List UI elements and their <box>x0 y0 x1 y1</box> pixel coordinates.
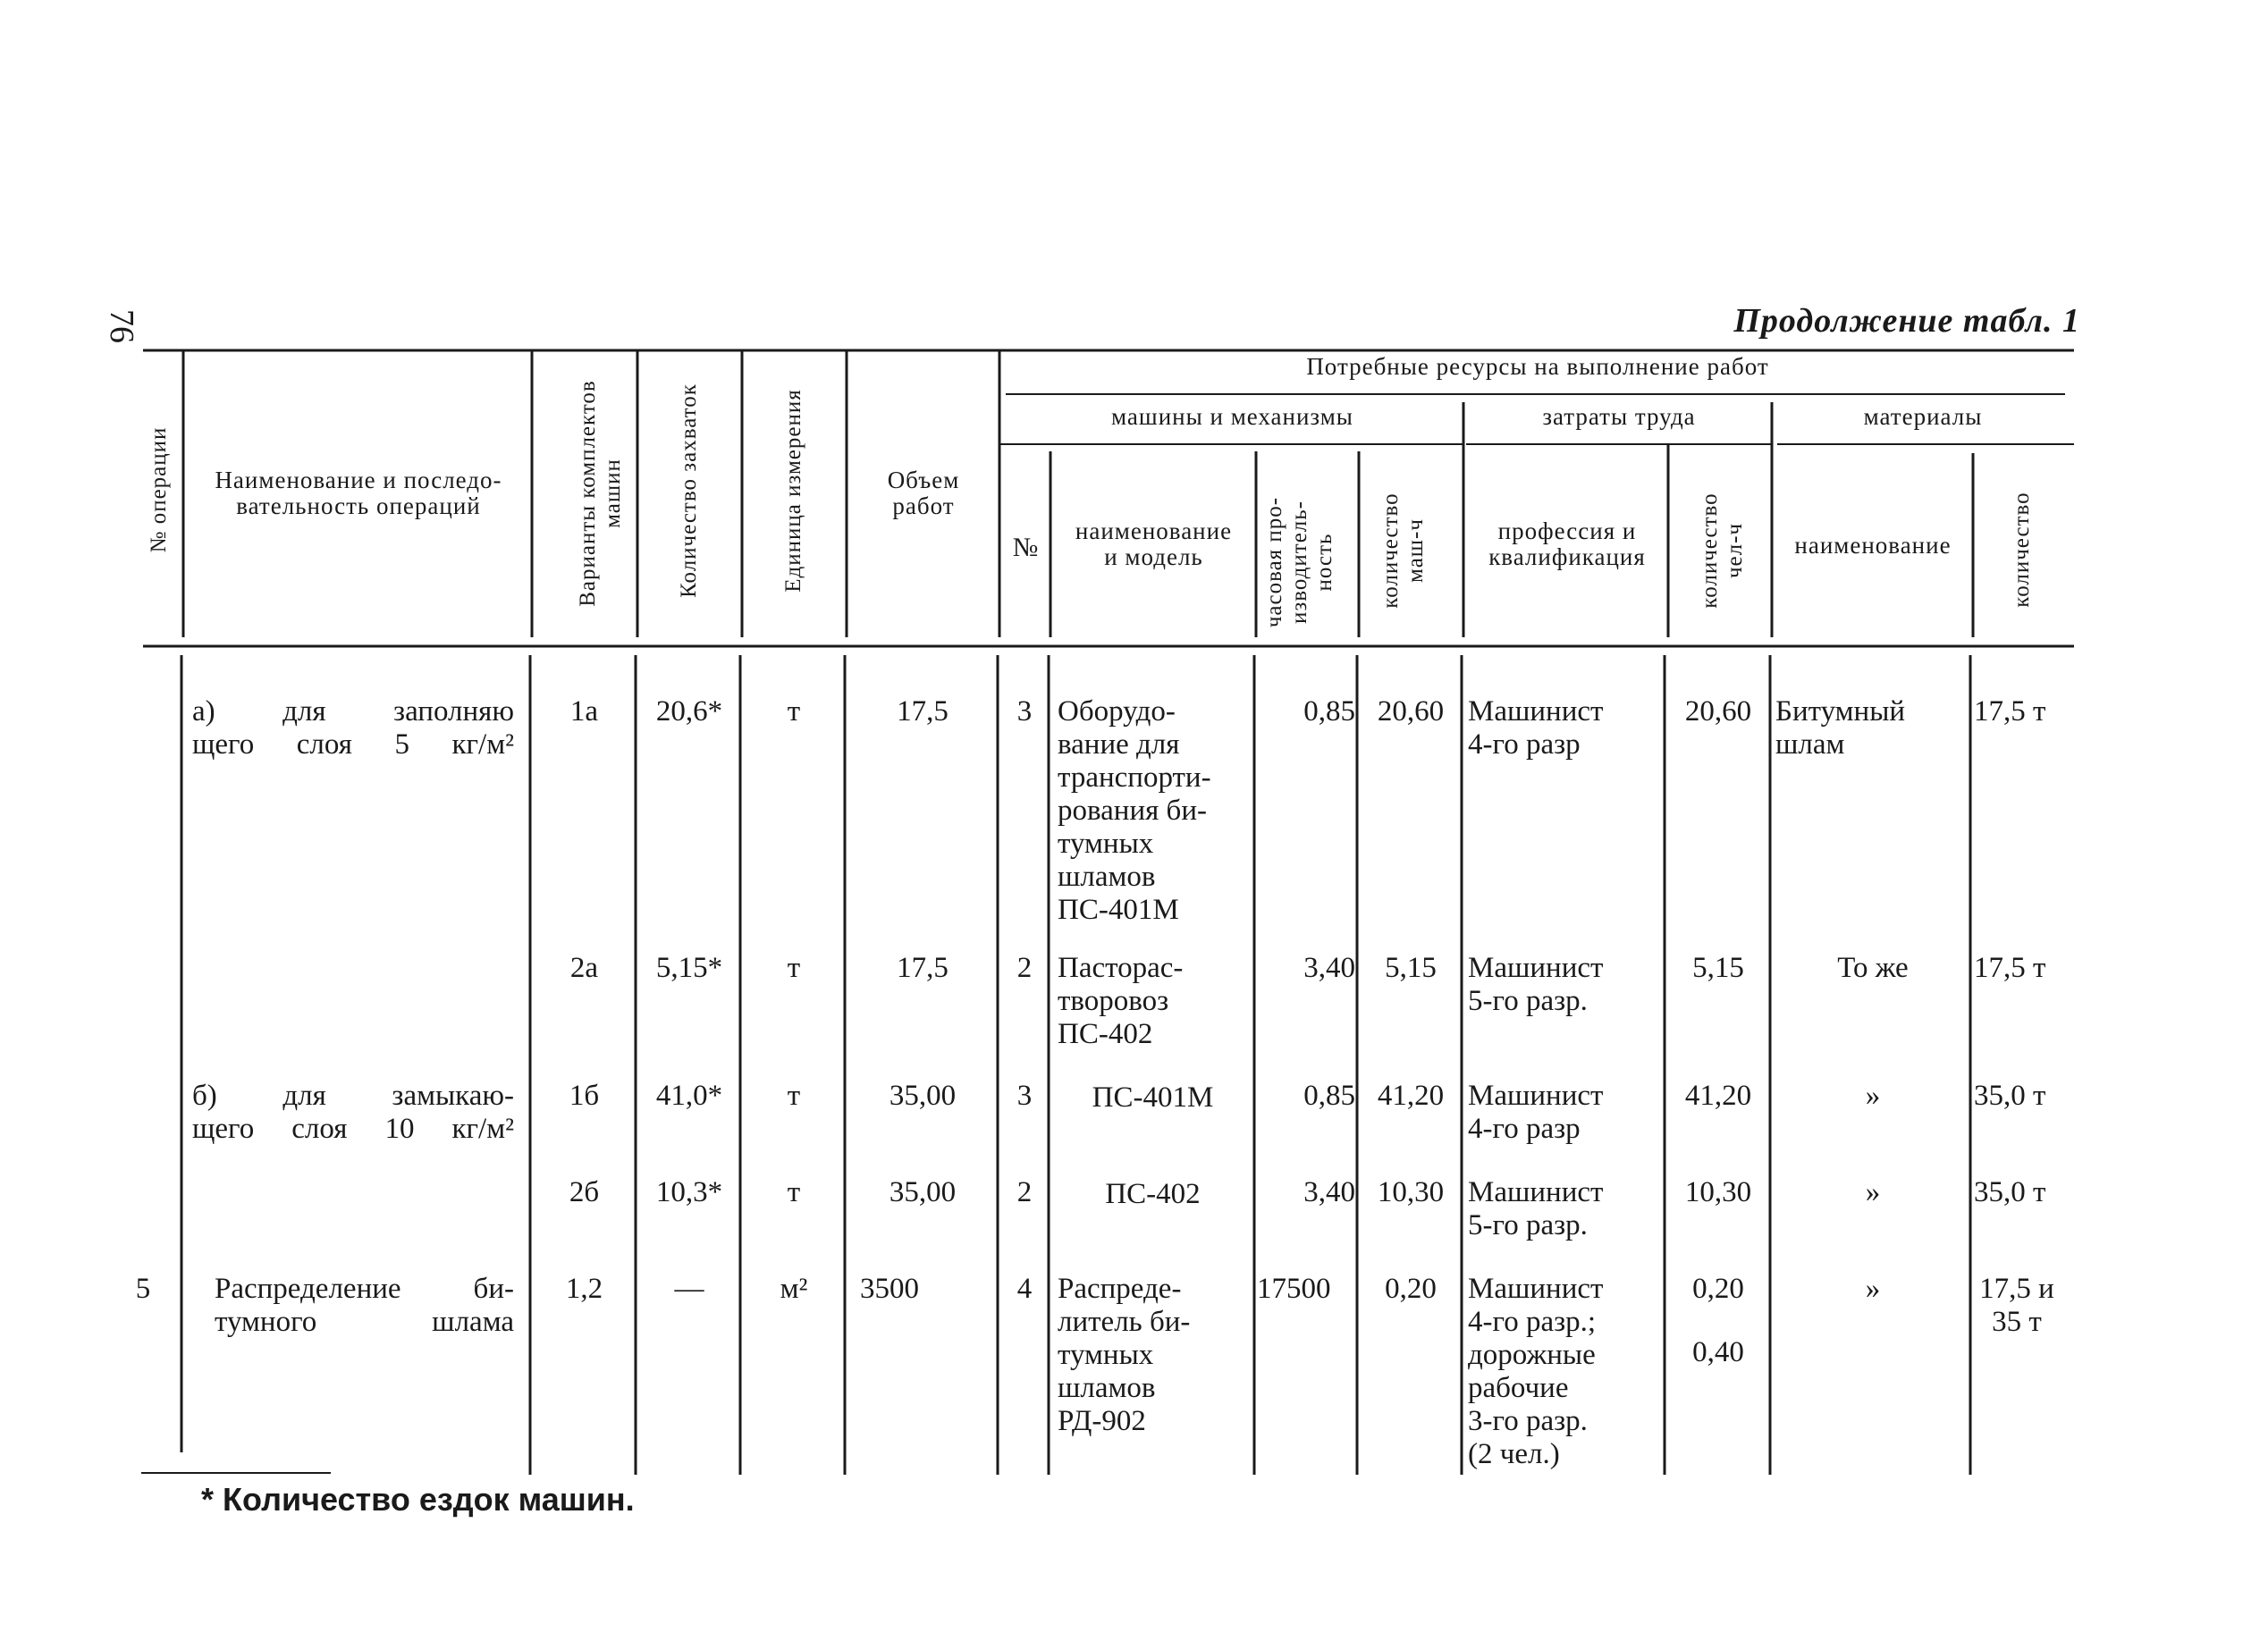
header-machine-hours: количество маш-ч <box>1379 492 1428 609</box>
row-3-operation-name: б) для замыкаю- щего слоя 10 кг/м² <box>192 1080 514 1145</box>
header-machine-name: наименование и модель <box>1075 517 1233 570</box>
row-4-variant: 2б <box>569 1176 600 1208</box>
header-grips-count: Количество захваток <box>677 383 701 598</box>
row-1-machine-name: Оборудо- вание для транспорти- рования би- тумных шламов ПС-401М <box>1058 695 1211 926</box>
row-4-machine-name: ПС-402 <box>1105 1178 1201 1210</box>
row-3-machine-name: ПС-401М <box>1092 1081 1214 1114</box>
row-3-machine-hours: 41,20 <box>1377 1080 1445 1112</box>
row-5-grips: — <box>674 1273 704 1305</box>
row-5-operation-number: 5 <box>135 1273 151 1305</box>
row-5-profession: Машинист 4-го разр.; дорожные рабочие 3-го разр. (2 чел.) <box>1468 1273 1604 1470</box>
row-3-profession: Машинист 4-го разр <box>1468 1080 1604 1145</box>
row-2-grips: 5,15* <box>655 952 723 984</box>
row-3-unit: т <box>787 1080 801 1112</box>
header-machines-group: машины и механизмы <box>1111 403 1353 430</box>
row-4-profession: Машинист 5-го разр. <box>1468 1176 1604 1241</box>
row-5-material-quantity: 17,5 и 35 т <box>1979 1273 2054 1338</box>
header-operation-number: № операции <box>147 426 171 553</box>
row-2-unit: т <box>787 952 801 984</box>
row-5-volume: 3500 <box>860 1273 919 1305</box>
row-2-man-hours: 5,15 <box>1692 952 1744 984</box>
row-5-unit: м² <box>780 1273 808 1305</box>
row-1-unit: т <box>787 695 801 728</box>
row-2-material-quantity: 17,5 т <box>1974 952 2046 984</box>
row-3-material-name: » <box>1865 1080 1881 1112</box>
row-2-profession: Машинист 5-го разр. <box>1468 952 1604 1017</box>
header-volume: Объем работ <box>887 467 960 519</box>
row-1-machine-hours: 20,60 <box>1377 695 1445 728</box>
row-5-man-hours-second: 0,40 <box>1692 1336 1744 1368</box>
row-2-variant: 2а <box>569 952 599 984</box>
header-material-name: наименование <box>1794 532 1952 559</box>
header-profession: профессия и квалификация <box>1488 517 1646 570</box>
row-2-machine-name: Пасторас- творовоз ПС-402 <box>1058 952 1184 1050</box>
table-continuation-label: Продолжение табл. 1 <box>1733 302 2080 340</box>
row-4-hourly-output: 3,40 <box>1303 1176 1355 1208</box>
header-machine-variants: Варианты комплектов машин <box>576 380 625 607</box>
row-5-machine-hours: 0,20 <box>1385 1273 1437 1305</box>
page-number: 76 <box>103 309 140 343</box>
row-1-hourly-output: 0,85 <box>1303 695 1355 728</box>
row-5-operation-name: Распределение би- тумного шлама <box>215 1273 514 1338</box>
row-2-machine-number: 2 <box>1016 952 1033 984</box>
row-5-variant: 1,2 <box>565 1273 603 1305</box>
header-labor-group: затраты труда <box>1542 403 1696 430</box>
row-3-variant: 1б <box>569 1080 600 1112</box>
row-2-hourly-output: 3,40 <box>1303 952 1355 984</box>
row-3-material-quantity: 35,0 т <box>1974 1080 2046 1112</box>
row-3-machine-number: 3 <box>1016 1080 1033 1112</box>
row-4-machine-hours: 10,30 <box>1377 1176 1445 1208</box>
row-4-machine-number: 2 <box>1016 1176 1033 1208</box>
row-4-man-hours: 10,30 <box>1684 1176 1752 1208</box>
row-1-operation-name: а) для заполняю щего слоя 5 кг/м² <box>192 695 514 761</box>
header-operation-name: Наименование и последо- вательность операций <box>215 467 502 519</box>
row-1-material-name: Битумный шлам <box>1775 695 1906 761</box>
row-1-profession: Машинист 4-го разр <box>1468 695 1604 761</box>
row-4-unit: т <box>787 1176 801 1208</box>
row-5-material-name: » <box>1865 1273 1881 1305</box>
row-1-man-hours: 20,60 <box>1684 695 1752 728</box>
row-4-grips: 10,3* <box>655 1176 723 1208</box>
row-4-volume: 35,00 <box>889 1176 957 1208</box>
row-1-machine-number: 3 <box>1016 695 1033 728</box>
row-1-grips: 20,6* <box>655 695 723 728</box>
row-2-volume: 17,5 <box>897 952 949 984</box>
row-3-grips: 41,0* <box>655 1080 723 1112</box>
row-1-variant: 1а <box>569 695 599 728</box>
row-5-hourly-output: 17500 <box>1257 1273 1331 1305</box>
header-materials-group: материалы <box>1863 403 1983 430</box>
row-1-material-quantity: 17,5 т <box>1974 695 2046 728</box>
row-3-man-hours: 41,20 <box>1684 1080 1752 1112</box>
row-2-machine-hours: 5,15 <box>1385 952 1437 984</box>
header-resources: Потребные ресурсы на выполнение работ <box>1306 353 1769 380</box>
row-5-man-hours: 0,20 <box>1692 1273 1744 1305</box>
row-5-machine-name: Распреде- литель би- тумных шламов РД-902 <box>1058 1273 1191 1437</box>
header-unit: Единица измерения <box>781 389 805 593</box>
row-1-volume: 17,5 <box>897 695 949 728</box>
header-hourly-output: часовая про- изводитель- ность <box>1262 496 1336 628</box>
row-3-volume: 35,00 <box>889 1080 957 1112</box>
header-machine-number: № <box>1012 533 1040 562</box>
row-2-material-name: То же <box>1837 952 1909 984</box>
row-3-hourly-output: 0,85 <box>1303 1080 1355 1112</box>
row-4-material-name: » <box>1865 1176 1881 1208</box>
row-4-material-quantity: 35,0 т <box>1974 1176 2046 1208</box>
header-man-hours: количество чел-ч <box>1698 492 1747 609</box>
header-material-quantity: количество <box>2010 492 2034 608</box>
footnote: * Количество ездок машин. <box>201 1481 635 1518</box>
row-5-machine-number: 4 <box>1016 1273 1033 1305</box>
